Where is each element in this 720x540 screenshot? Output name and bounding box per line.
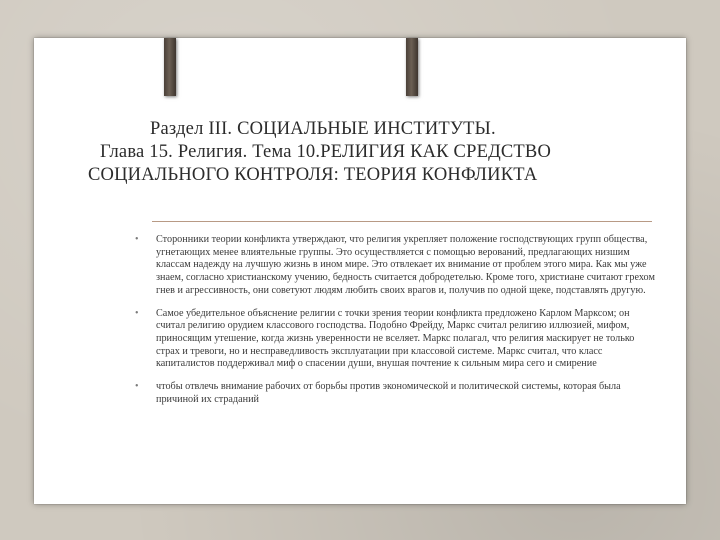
binder-clip-right: [406, 38, 418, 96]
title-divider: [152, 221, 652, 222]
bullet-text: Самое убедительное объяснение религии с точки зрения теории конфликта предложено Карлом Марксом; он считал религию орудием классового господства. Подобно Фрейду, Маркс считал религию иллюзией, мифом, приносящим утешение, когда жизнь уверенности не вселяет. Маркс полагал, что религия маскирует не только страх и тревоги, но и несправедливость эксплуатации при классовой системе. Маркс считал, что класс капиталистов поддерживал миф о спасении души, внушая почтение к сильным мира сего и смирение: [156, 307, 635, 370]
slide: [34, 38, 686, 504]
bullet-item: [135, 381, 658, 406]
bullet-item: [135, 307, 658, 372]
bullet-text: чтобы отвлечь внимание рабочих от борьбы против экономической и политической системы, которая была причиной их страданий: [156, 381, 621, 405]
bullet-dot-icon: •: [135, 307, 139, 319]
binder-clip-left: [164, 38, 176, 96]
title-line-3: СОЦИАЛЬНОГО КОНТРОЛЯ: ТЕОРИЯ КОНФЛИКТА: [88, 165, 538, 185]
title-line-2: Глава 15. Религия. Тема 10.РЕЛИГИЯ КАК СРЕДСТВО: [100, 142, 552, 162]
bullet-text: Сторонники теории конфликта утверждают, что религия укрепляет положение господствующих групп общества, угнетающих менее влиятельные группы. Это осуществляется с помощью верований, предлагающих низшим классам надежду на лучшую жизнь в ином мире. Это отвлекает их внимание от проблем этого мира. Как мы уже знаем, согласно христианскому учению, бедность считается добродетелью. Кроме того, христиане считают грехом гнев и агрессивность, они советуют людям любить своих врагов и, получив по одной щеке, подставлять другую.: [156, 234, 655, 296]
bullet-item: [135, 234, 658, 298]
bullet-dot-icon: •: [135, 234, 139, 245]
bullet-dot-icon: •: [135, 381, 139, 393]
bullet-list: [135, 234, 658, 416]
slide-title: [70, 118, 682, 187]
title-line-1: Раздел III. СОЦИАЛЬНЫЕ ИНСТИТУТЫ.: [150, 119, 496, 139]
